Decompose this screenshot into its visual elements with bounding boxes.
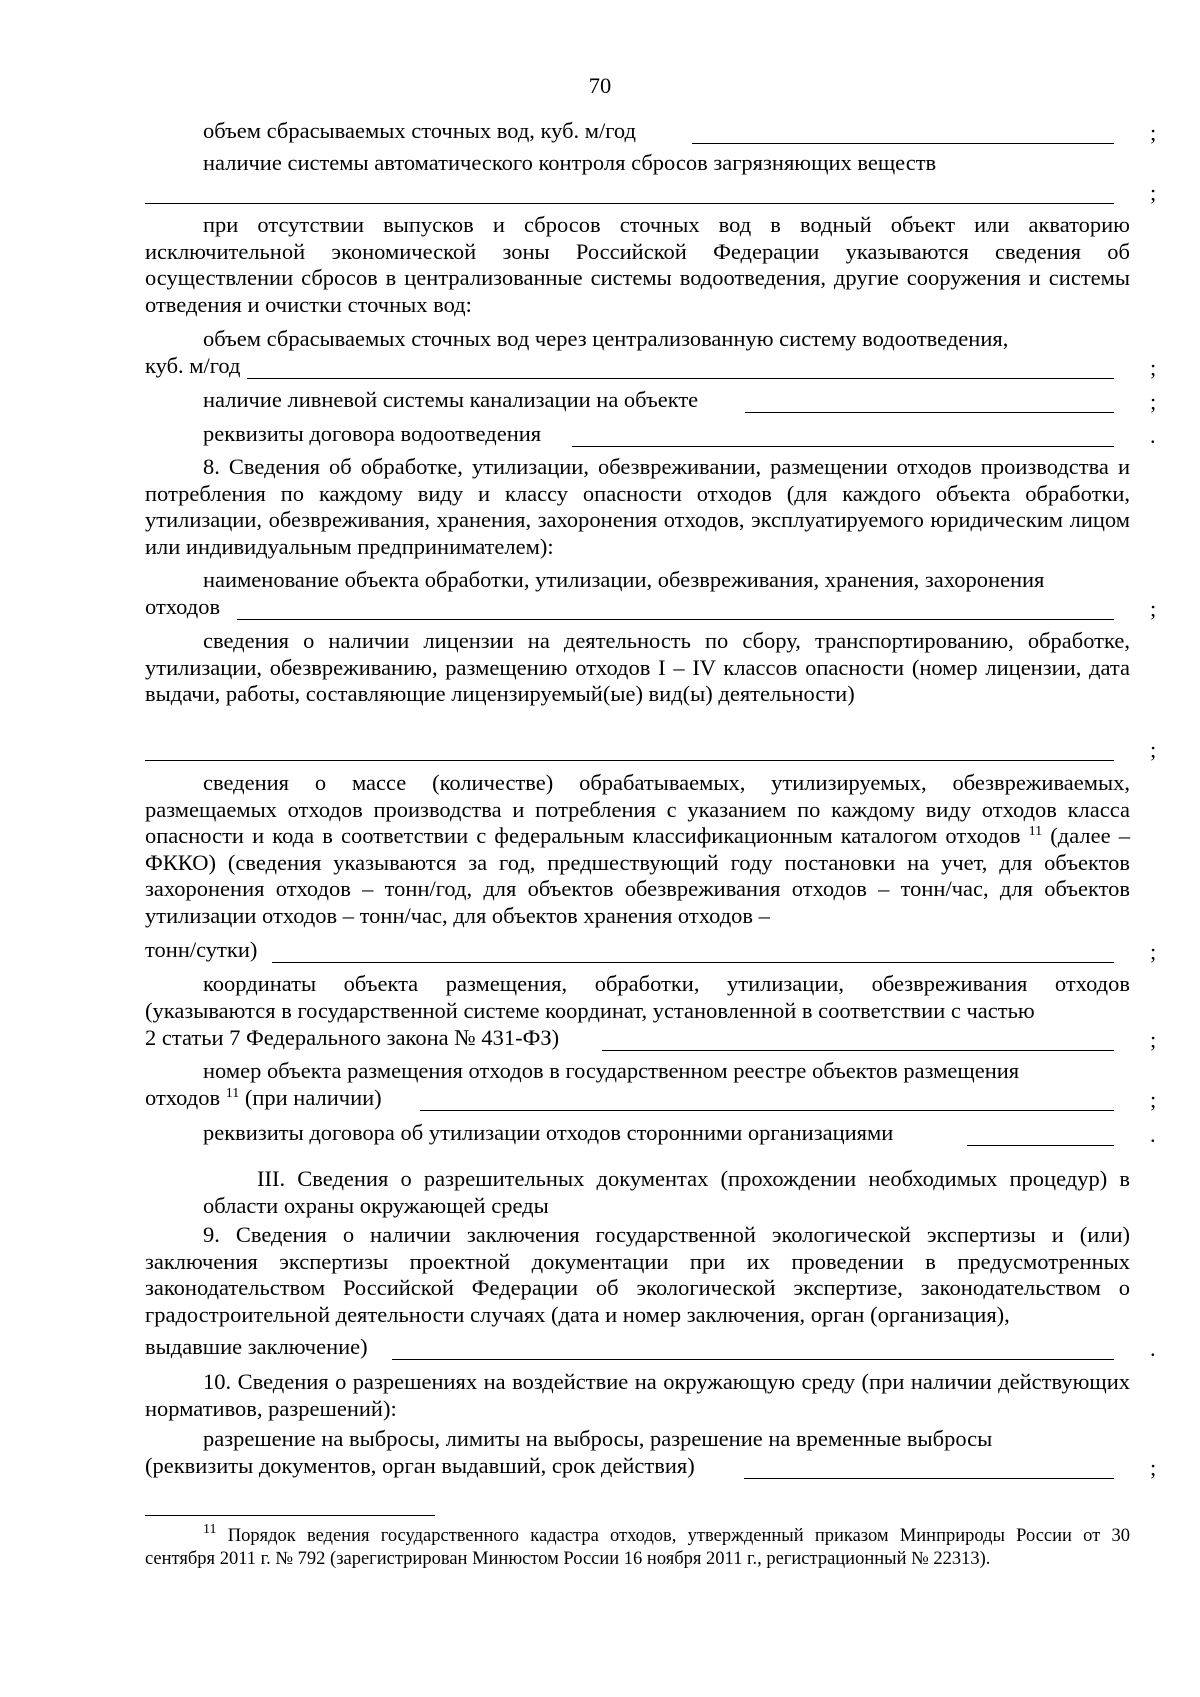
punct-period: . bbox=[1150, 1336, 1156, 1361]
section-3-heading: III. Сведения о разрешительных документах (прохождении необходимых процедур) в области охраны окружающей среды bbox=[203, 1166, 1130, 1218]
footnote-separator bbox=[145, 1515, 435, 1516]
punct-period: . bbox=[1150, 1122, 1156, 1147]
fill-line-third-party-contract[interactable] bbox=[967, 1145, 1114, 1146]
punct-semicolon: ; bbox=[1150, 596, 1157, 621]
field-label-coordinates: координаты объекта размещения, обработки, утилизации, обезвреживания отходов (указываются в государственной системе координат, установленной в соответствии с частью bbox=[145, 971, 1130, 1023]
field-label-section-9: 9. Сведения о наличии заключения государственной экологической экспертизы и (или) заключения экспертизы проектной документации при их проведении в предусмотренных законодательством Российской Федерации об экологической экспертизе, законодательством о градостроительной деятельности случаях (дата и номер заключения, орган (организация), bbox=[145, 1222, 1130, 1327]
fill-line-emission-permit[interactable] bbox=[744, 1478, 1114, 1479]
punct-semicolon: ; bbox=[1150, 1087, 1157, 1112]
field-label-license: сведения о наличии лицензии на деятельность по сбору, транспортированию, обработке, утилизации, обезвреживанию, размещению отходов I – IV классов опасности (номер лицензии, дата выдачи, работы, составляющие лицензируемый(ые) вид(ы) деятельности) bbox=[145, 628, 1130, 706]
field-label-wastewater-volume: объем сбрасываемых сточных вод, куб. м/год bbox=[203, 118, 636, 143]
fill-line-centralized-volume[interactable] bbox=[247, 378, 1114, 379]
field-label-waste-mass: сведения о массе (количестве) обрабатываемых, утилизируемых, обезвреживаемых, размещаемых отходов производства и потребления с указанием по каждому виду отходов класса опасности и кода в соответствии с федеральным классификационным каталогом отходов $^{11}$ (далее – ФККО) (сведения указываются за год, предшествующий году постановки на учет, для объектов захоронения отходов – тонн/год, для объектов обезвреживания отходов – тонн/час, для объектов утилизации отходов – тонн/час, для объектов хранения отходов – bbox=[145, 770, 1130, 928]
page-number: 70 bbox=[588, 73, 612, 98]
fill-line-license[interactable] bbox=[145, 760, 1114, 761]
field-label-emission-permit-tail: (реквизиты документов, орган выдавший, срок действия) bbox=[145, 1453, 695, 1478]
field-label-storm-drainage: наличие ливневой системы канализации на объекте bbox=[203, 387, 699, 412]
field-label-centralized-volume: объем сбрасываемых сточных вод через централизованную систему водоотведения, bbox=[203, 326, 1009, 351]
field-label-drainage-contract: реквизиты договора водоотведения bbox=[203, 421, 542, 446]
fill-line-wastewater-volume[interactable] bbox=[692, 143, 1114, 144]
field-label-coordinates-tail: 2 статьи 7 Федерального закона № 431-ФЗ) bbox=[145, 1025, 560, 1050]
punct-semicolon: ; bbox=[1150, 120, 1157, 145]
fill-line-registry-number[interactable] bbox=[420, 1110, 1114, 1111]
paragraph-section-10: 10. Сведения о разрешениях на воздействие на окружающую среду (при наличии действующих нормативов, разрешений): bbox=[145, 1369, 1130, 1421]
footnote-ref[interactable]: 11 bbox=[1028, 824, 1043, 839]
field-label-emission-permit: разрешение на выбросы, лимиты на выбросы, разрешение на временные выбросы bbox=[203, 1426, 993, 1451]
fill-line-section-9[interactable] bbox=[392, 1359, 1114, 1360]
punct-semicolon: ; bbox=[1150, 355, 1157, 380]
punct-semicolon: ; bbox=[1150, 389, 1157, 414]
field-label-waste-mass-unit: тонн/сутки) bbox=[145, 937, 258, 962]
field-label-section-9-tail: выдавшие заключение) bbox=[145, 1334, 368, 1359]
field-label-third-party-contract: реквизиты договора об утилизации отходов сторонними организациями bbox=[203, 1120, 894, 1145]
footnote-text: Порядок ведения государственного кадастра отходов, утвержденный приказом Минприроды России от 30 сентября 2011 г. № 792 (зарегистрирован Минюстом России 16 ноября 2011 г., регистрационный № 22313). bbox=[145, 1526, 1130, 1569]
fill-line-storm-drainage[interactable] bbox=[745, 412, 1114, 413]
punct-semicolon: ; bbox=[1150, 1455, 1157, 1480]
fill-line-auto-control[interactable] bbox=[145, 203, 1114, 204]
field-label-registry-number: номер объекта размещения отходов в государственном реестре объектов размещения bbox=[203, 1058, 1020, 1083]
footnote-11 bbox=[145, 1522, 1130, 1570]
field-label-registry-number-tail: отходов $^{11}$ (при наличии) bbox=[145, 1085, 382, 1110]
field-label-object-name-tail: отходов bbox=[145, 594, 221, 619]
punct-semicolon: ; bbox=[1150, 737, 1157, 762]
field-label-auto-control: наличие системы автоматического контроля сбросов загрязняющих веществ bbox=[203, 150, 937, 175]
punct-period: . bbox=[1150, 423, 1156, 448]
footnote-marker: 11 bbox=[203, 1522, 217, 1537]
punct-semicolon: ; bbox=[1150, 180, 1157, 205]
punct-semicolon: ; bbox=[1150, 1027, 1157, 1052]
punct-semicolon: ; bbox=[1150, 939, 1157, 964]
fill-line-waste-mass[interactable] bbox=[272, 962, 1114, 963]
field-label-object-name: наименование объекта обработки, утилизации, обезвреживания, хранения, захоронения bbox=[203, 567, 1045, 592]
field-label-centralized-volume-unit: куб. м/год bbox=[145, 353, 241, 378]
fill-line-coordinates[interactable] bbox=[602, 1050, 1114, 1051]
paragraph-section-8: 8. Сведения об обработке, утилизации, обезвреживании, размещении отходов производства и потребления по каждому виду и классу опасности отходов (для каждого объекта обработки, утилизации, обезвреживания, хранения, захоронения отходов, эксплуатируемого юридическим лицом или индивидуальным предпринимателем): bbox=[145, 454, 1130, 559]
footnote-ref[interactable]: 11 bbox=[225, 1086, 240, 1101]
fill-line-object-name[interactable] bbox=[237, 619, 1114, 620]
paragraph-no-outlets: при отсутствии выпусков и сбросов сточных вод в водный объект или акваторию исключительной экономической зоны Российской Федерации указываются сведения об осуществлении сбросов в централизованные системы водоотведения, другие сооружения и системы отведения и очистки сточных вод: bbox=[145, 212, 1130, 317]
fill-line-drainage-contract[interactable] bbox=[572, 446, 1114, 447]
